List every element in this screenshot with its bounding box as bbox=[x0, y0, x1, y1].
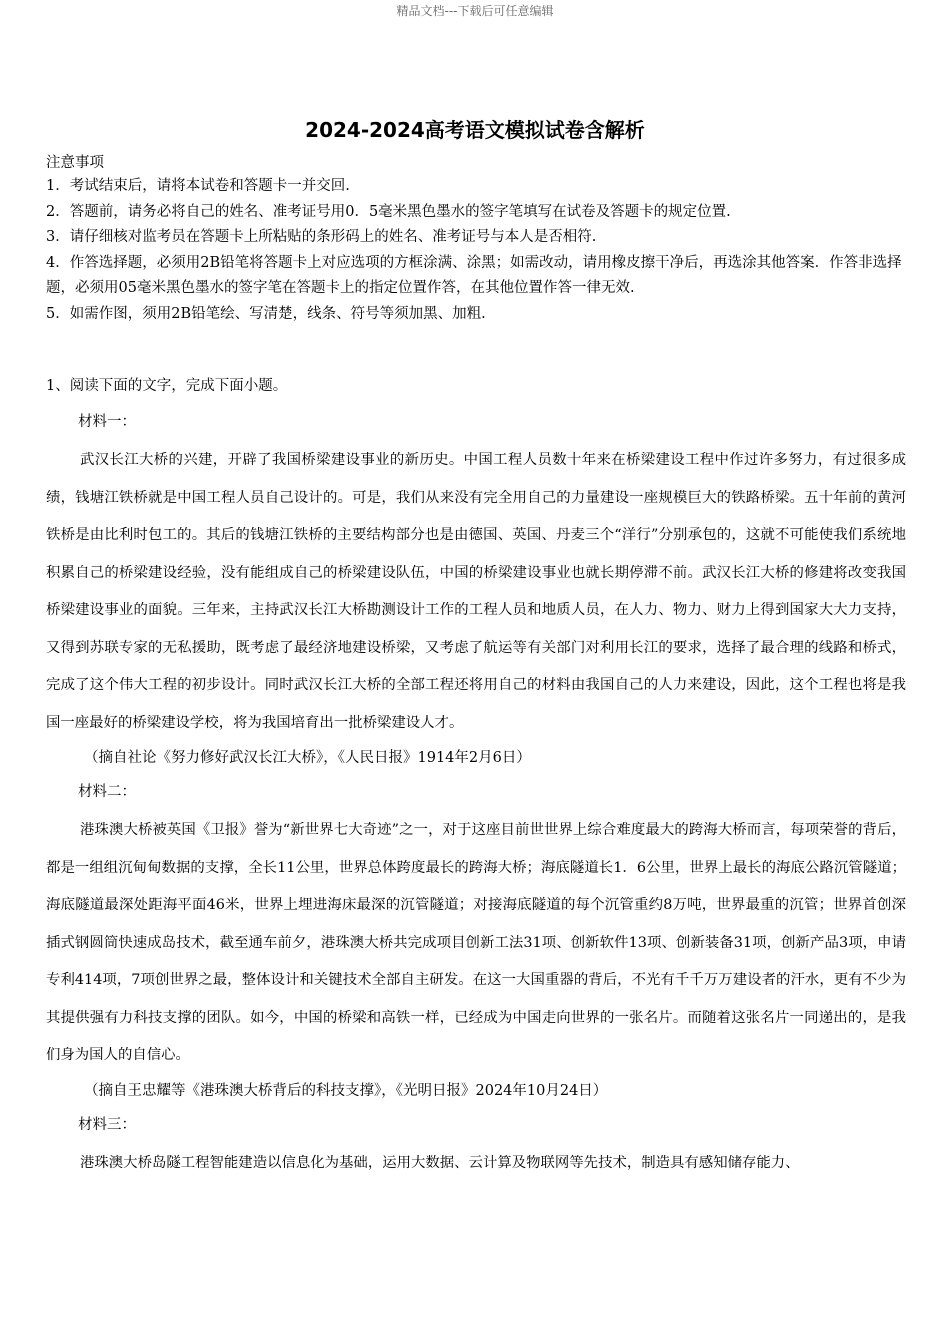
page-title: 2024-2024高考语文模拟试卷含解析 bbox=[305, 118, 645, 142]
question-stem: 1、阅读下面的文字，完成下面小题。 bbox=[46, 378, 288, 394]
material-2-label: 材料二： bbox=[78, 784, 136, 800]
material-1-source: （摘自社论《努力修好武汉长江大桥》，《人民日报》1914年2月6日） bbox=[84, 750, 531, 766]
notice-item-2: 2．答题前，请务必将自己的姓名、准考证号用0．5毫米黑色墨水的签字笔填写在试卷及答题卡的规定位置. bbox=[46, 203, 731, 220]
notice-item-1: 1．考试结束后，请将本试卷和答题卡一并交回. bbox=[46, 178, 350, 194]
material-2-text: 港珠澳大桥被英国《卫报》誉为“新世界七大奇迹”之一，对于这座目前世世界上综合难度最大的跨海大桥而言，每项荣誉的背后，都是一组组沉甸甸数据的支撑，全长11公里，世界总体跨度最长的跨海大桥；海底隧道长1．6公里，世界上最长的海底公路沉管隧道；海底隧道最深处距海平面46米，世界上埋进海床最深的沉管隧道；对接海底隧道的每个沉管重约8万吨，世界最重的沉管；世界首创深插式钢圆筒快速成岛技术，截至通车前夕，港珠澳大桥共完成项目创新工法31项、创新软件13项、创新装备31项，创新产品3项，申请专利414项，7项创世界之最，整体设计和关键技术全部自主研发。在这一大国重器的背后，不光有千千万万建设者的汗水，更有不少为其提供强有力科技支撑的团队。如今，中国的桥梁和高铁一样，已经成为中国走向世界的一张名片。而随着这张名片一同递出的，是我们身为国人的自信心。 bbox=[46, 822, 906, 1063]
material-1-text: 武汉长江大桥的兴建，开辟了我国桥梁建设事业的新历史。中国工程人员数十年来在桥梁建设工程中作过许多努力，有过很多成绩，钱塘江铁桥就是中国工程人员自己设计的。可是，我们从来没有完全用自己的力量建设一座规模巨大的铁路桥梁。五十年前的黄河铁桥是由比利时包工的。其后的钱塘江铁桥的主要结构部分也是由德国、英国、丹麦三个“洋行”分别承包的，这就不可能使我们系统地积累自己的桥梁建设经验，没有能组成自己的桥梁建设队伍，中国的桥梁建设事业也就长期停滞不前。武汉长江大桥的修建将改变我国桥梁建设事业的面貌。三年来，主持武汉长江大桥勘测设计工作的工程人员和地质人员，在人力、物力、财力上得到国家大大力支持，又得到苏联专家的无私援助，既考虑了最经济地建设桥梁，又考虑了航运等有关部门对利用长江的要求，选择了最合理的线路和桥式，完成了这个伟大工程的初步设计。同时武汉长江大桥的全部工程还将用自己的材料由我国自己的人力来建设，因此，这个工程也将是我国一座最好的桥梁建设学校，将为我国培育出一批桥梁建设人才。 bbox=[46, 452, 906, 731]
question-1 bbox=[46, 376, 906, 1182]
material-1-label: 材料一： bbox=[78, 414, 136, 430]
notice-item-4: 4．作答选择题，必须用2B铅笔将答题卡上对应选项的方框涂满、涂黑；如需改动，请用橡皮擦干净后，再选涂其他答案．作答非选择题，必须用05毫米黑色墨水的签字笔在答题卡上的指定位置作答，在其他位置作答一律无效. bbox=[46, 254, 902, 296]
material-3-text: 港珠澳大桥岛隧工程智能建造以信息化为基础，运用大数据、云计算及物联网等先技术，制造具有感知储存能力、 bbox=[80, 1154, 800, 1171]
material-2-source: （摘自王忠耀等《港珠澳大桥背后的科技支撑》，《光明日报》2024年10月24日） bbox=[84, 1082, 608, 1099]
notice-heading: 注意事项 bbox=[46, 155, 104, 171]
material-3-label: 材料三： bbox=[78, 1116, 136, 1133]
notice-item-5: 5．如需作图，须用2B铅笔绘、写清楚，线条、符号等须加黑、加粗. bbox=[46, 305, 486, 322]
page-header: 精品文档---下载后可任意编辑 bbox=[396, 4, 554, 18]
notice-item-3: 3．请仔细核对监考员在答题卡上所粘贴的条形码上的姓名、准考证号与本人是否相符. bbox=[46, 229, 597, 245]
notice-section bbox=[46, 152, 916, 327]
